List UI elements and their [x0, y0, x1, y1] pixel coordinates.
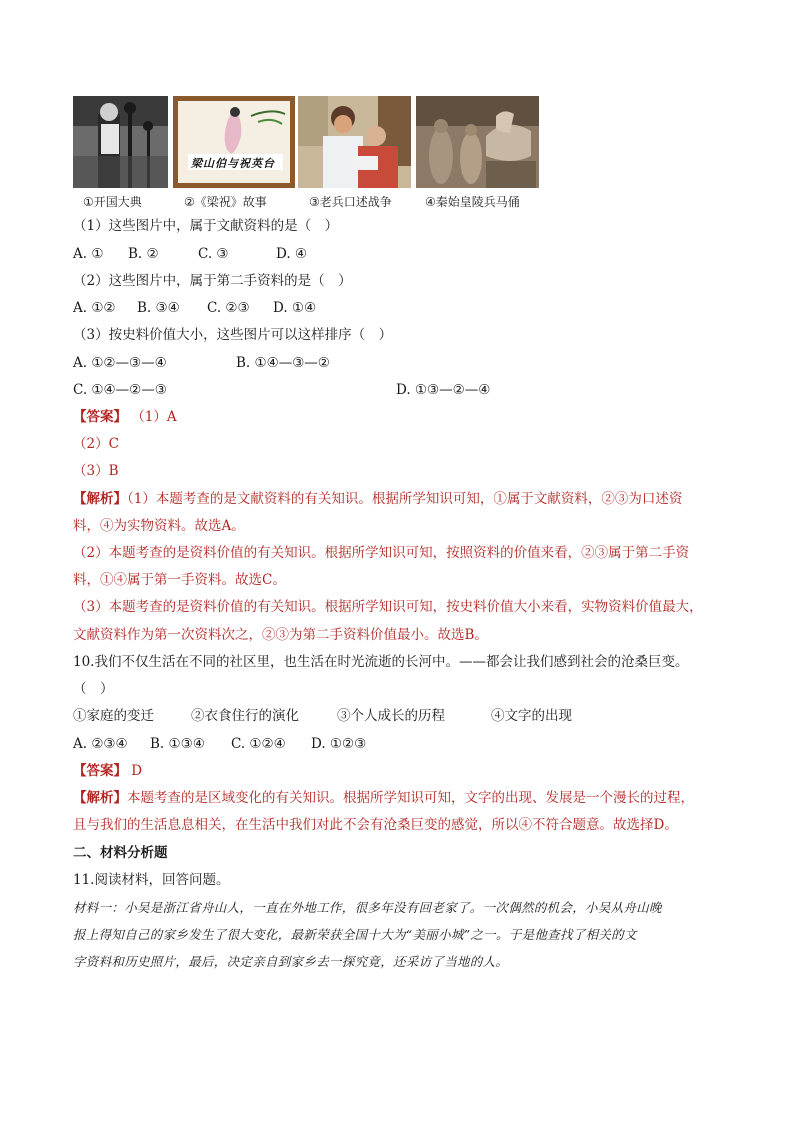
q3-option-b: B. ①④—③—②: [236, 355, 330, 371]
q10-stem-line2: （ ）: [73, 681, 114, 697]
analysis-9-text1: （1）本题考查的是文献资料的有关知识。根据所学知识可知，①属于文献资料，②③为口述资: [127, 491, 683, 507]
q1-option-c: C. ③: [198, 246, 229, 262]
answer-10-value: D: [131, 763, 143, 779]
caption-3: ③老兵口述战争: [309, 195, 392, 209]
q3-option-a: A. ①②—③—④: [73, 355, 167, 371]
q11-stem: 11.阅读材料，回答问题。: [73, 872, 230, 888]
answer-2: （2）C: [73, 436, 119, 452]
q3-option-d: D. ①③—②—④: [396, 382, 491, 398]
q10-item-2: ②衣食住行的演化: [191, 708, 299, 724]
pic2-calligraphy: 梁山伯与祝英台: [191, 157, 275, 170]
analysis-10-text1: 本题考查的是区域变化的有关知识。根据所学知识可知，文字的出现、发展是一个漫长的过程，: [127, 790, 694, 806]
q2-option-b: B. ③④: [137, 300, 180, 316]
q1-option-b: B. ②: [128, 246, 159, 262]
q10-item-3: ③个人成长的历程: [337, 708, 445, 724]
q2-option-a: A. ①②: [73, 300, 116, 316]
q3-stem: （3）按史料价值大小，这些图片可以这样排序（ ）: [73, 327, 393, 343]
q3-option-c: C. ①④—②—③: [73, 382, 167, 398]
section-heading: 二、材料分析题: [73, 845, 168, 861]
caption-1: ①开国大典: [83, 195, 142, 209]
q1-option-d: D. ④: [276, 246, 308, 262]
analysis-9-line5: （3）本题考查的是资料价值的有关知识。根据所学知识可知，按史料价值大小来看，实物资料价值最大，: [73, 599, 703, 615]
analysis-10-line2: 且与我们的生活息息相关，在生活中我们对此不会有沧桑巨变的感觉，所以④不符合题意。故选择D。: [73, 817, 678, 833]
q11-material-line1: 材料一：小吴是浙江省舟山人，一直在外地工作，很多年没有回老家了。一次偶然的机会，小吴从舟山晚: [73, 900, 662, 915]
pictures-row: [73, 96, 539, 188]
answer-block-10: [73, 762, 142, 780]
q11-material-line2: 报上得知自己的家乡发生了很大变化，最新荣获全国十大为“美丽小城”之一。于是他查找了相关的文: [73, 927, 637, 942]
answer-label: 【答案】: [73, 409, 127, 425]
q10-item-1: ①家庭的变迁: [73, 708, 154, 724]
photo-liangzhu-story: [173, 96, 295, 188]
q2-stem: （2）这些图片中，属于第二手资料的是（ ）: [73, 273, 352, 289]
analysis-9-line3: （2）本题考查的是资料价值的有关知识。根据所学知识可知，按照资料的价值来看，②③属于第二手资: [73, 545, 690, 561]
q10-option-c: C. ①②④: [231, 736, 286, 752]
q11-material-line3: 字资料和历史照片，最后，决定亲自到家乡去一探究竟，还采访了当地的人。: [73, 954, 509, 969]
analysis-10-line1: [73, 789, 694, 807]
caption-2: ②《梁祝》故事: [184, 195, 267, 209]
photo-founding-ceremony: [73, 96, 168, 188]
analysis-label: 【解析】: [73, 491, 127, 507]
q2-option-d: D. ①④: [273, 300, 317, 316]
answer-10-label: 【答案】: [73, 763, 127, 779]
q10-option-a: A. ②③④: [73, 736, 128, 752]
analysis-9-line2: 料，④为实物资料。故选A。: [73, 518, 245, 534]
photo-terracotta-army: [416, 96, 539, 188]
caption-4: ④秦始皇陵兵马俑: [425, 195, 520, 209]
q1-stem: （1）这些图片中，属于文献资料的是（ ）: [73, 218, 339, 234]
analysis-9-line4: 料，①④属于第一手资料。故选C。: [73, 572, 286, 588]
q1-option-a: A. ①: [73, 246, 104, 262]
analysis-9-line1: [73, 490, 682, 508]
q10-option-d: D. ①②③: [311, 736, 367, 752]
answer-3: （3）B: [73, 463, 119, 479]
q10-item-4: ④文字的出现: [491, 708, 572, 724]
q10-option-b: B. ①③④: [150, 736, 205, 752]
q10-stem-line1: 10.我们不仅生活在不同的社区里，也生活在时光流逝的长河中。——都会让我们感到社会的沧桑巨变。: [73, 654, 689, 670]
analysis-10-label: 【解析】: [73, 790, 127, 806]
picture-captions: [73, 193, 553, 209]
q2-option-c: C. ②③: [207, 300, 250, 316]
photo-veteran-recount: [298, 96, 411, 188]
answer-block-9: [73, 408, 177, 426]
analysis-9-line6: 文献资料作为第一次资料次之，②③为第二手资料价值最小。故选B。: [73, 627, 488, 643]
answer-1: （1）A: [131, 409, 177, 425]
